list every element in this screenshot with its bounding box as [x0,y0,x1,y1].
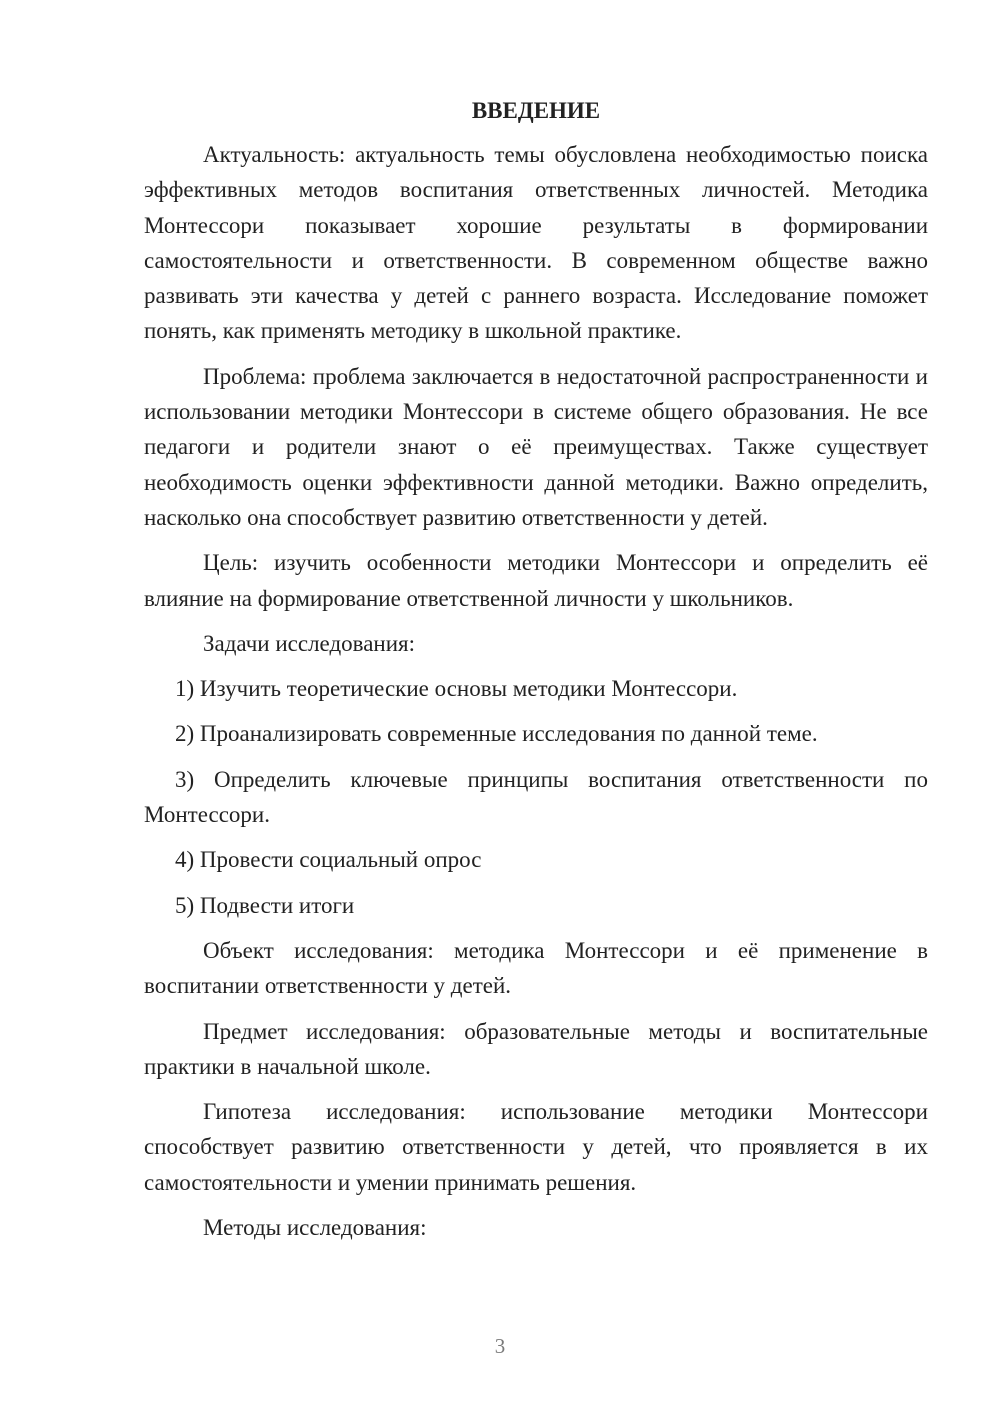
subject-paragraph: Предмет исследования: образовательные методы и воспитательные практики в начальной школе. [144,1018,928,1079]
task-item: 3) Определить ключевые принципы воспитания ответственности по Монтессори. [144,766,928,828]
tasks-heading: Задачи исследования: [203,630,416,656]
task-item: 1) Изучить теоретические основы методики Монтессори. [175,676,738,702]
task-item: 4) Провести социальный опрос [175,847,482,873]
problem-paragraph: Проблема: проблема заключается в недостаточной распространенности и использовании методики Монтессори в системе общего образования. Не все педагоги и родители знают о её преимуществах. Также существует необходимость оценки эффективности данной методики. Важно определить, насколько она способствует развитию ответственности у детей. [144,363,928,530]
task-item: 5) Подвести итоги [175,892,355,918]
methods-heading: Методы исследования: [203,1215,427,1241]
object-paragraph: Объект исследования: методика Монтессори и её применение в воспитании ответственности у детей. [144,937,928,999]
goal-paragraph: Цель: изучить особенности методики Монтессори и определить её влияние на формирование ответственной личности у школьников. [144,550,928,611]
page-number: 3 [494,1334,506,1358]
relevance-paragraph: Актуальность: актуальность темы обусловлена необходимостью поиска эффективных методов воспитания ответственных личностей. Методика Монтессори показывает хорошие результаты в формировании самостоятельности и ответственности. В современном обществе важно развивать эти качества у детей с раннего возраста. Исследование поможет понять, как применять методику в школьной практике. [144,142,928,344]
task-item: 2) Проанализировать современные исследования по данной теме. [175,721,818,747]
hypothesis-paragraph: Гипотеза исследования: использование методики Монтессори способствует развитию ответственности у детей, что проявляется в их самостоятельности и умении принимать решения. [144,1099,928,1195]
document-page [144,93,928,1255]
page-title: ВВЕДЕНИЕ [471,98,601,123]
